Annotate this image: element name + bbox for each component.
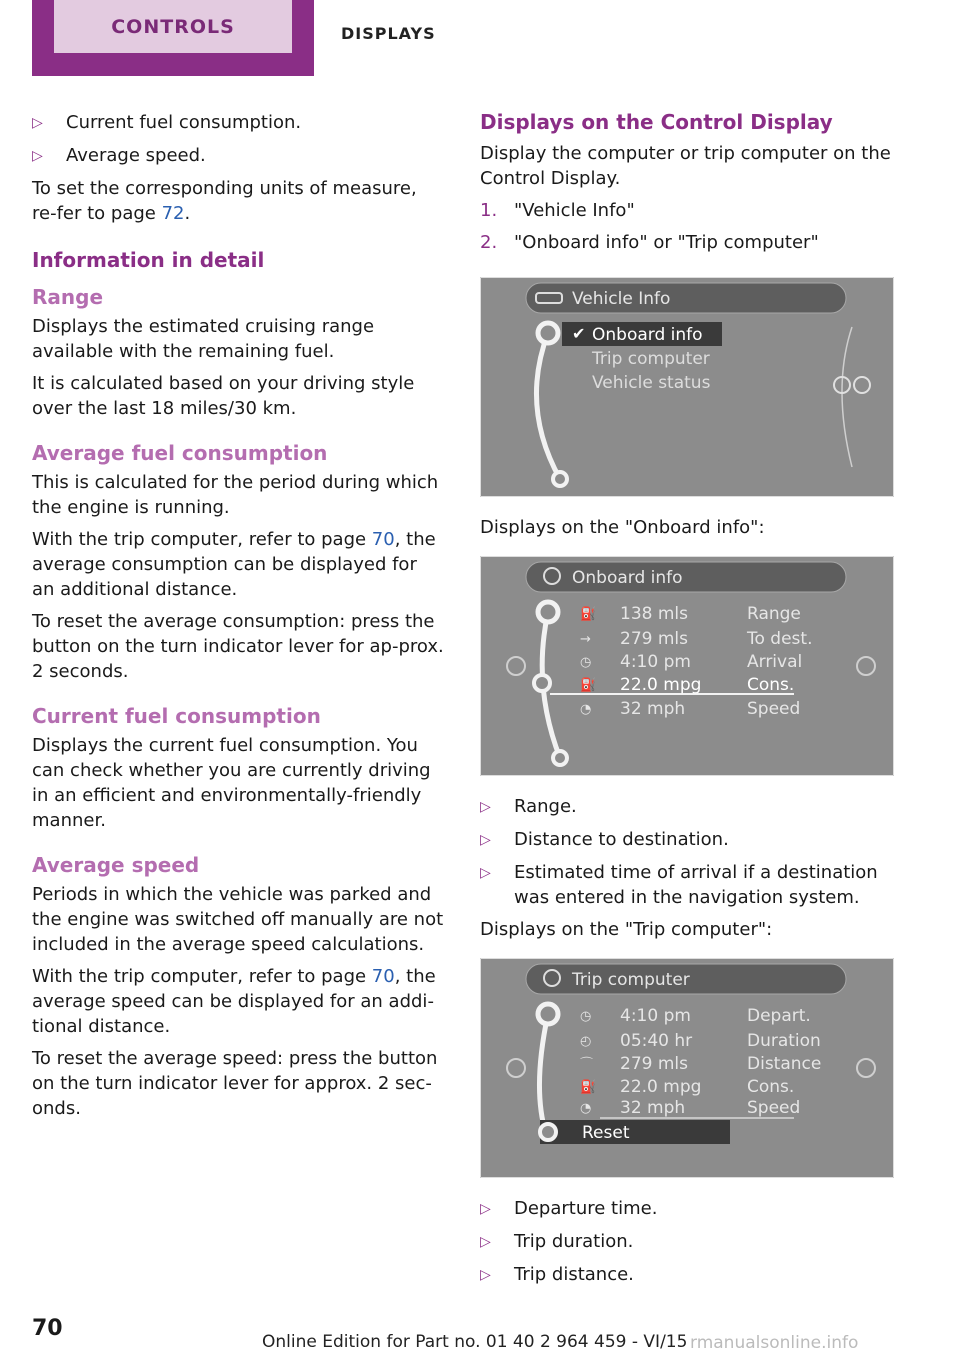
numbered-step: 1. "Vehicle Info" [480,200,635,221]
range-icon: ⛽ [580,607,597,622]
page-link-72[interactable]: 72 [161,203,185,224]
bullet-item: ▷ Trip distance. [480,1262,896,1288]
control-paragraph: Display the computer or trip computer on the Control Display. [480,143,891,189]
trip-label[interactable]: Duration [747,1031,821,1051]
trip-value: 05:40 hr [620,1031,693,1051]
onboard-label[interactable]: To dest. [747,629,813,649]
trip-label[interactable]: Distance [747,1054,822,1074]
onboard-label[interactable]: Range [747,604,801,624]
avg-speed-paragraph-3: To reset the average speed: press the button on the turn indicator lever for approx. 2 sec‐onds. [32,1048,438,1119]
onboard-value: 32 mph [620,699,686,719]
left-column [32,110,444,1128]
fuel-icon: ⛽ [580,678,597,693]
watermark-text: rmanualsonline.info [690,1333,859,1353]
menu-item-onboard-info[interactable]: Onboard info [592,325,703,345]
heading-average-speed: Average speed [32,853,200,877]
range-paragraph-2: It is calculated based on your driving style over the last 18 miles/30 km. [32,373,415,419]
avg-speed-paragraph-2: With the trip computer, refer to page 70, the average speed can be displayed for an addi‐tional distance. [32,966,436,1037]
duration-icon: ◴ [580,1034,592,1049]
triangle-bullet-icon: ▷ [32,115,43,131]
header-tab-displays: DISPLAYS [341,24,436,43]
edition-footer: Online Edition for Part no. 01 40 2 964 459 - VI/15 [262,1332,688,1352]
reset-menu-item[interactable]: Reset [582,1123,630,1143]
onboard-label[interactable]: Arrival [747,652,803,672]
triangle-bullet-icon: ▷ [480,799,491,815]
trip-intro: Displays on the "Trip computer": [480,919,773,940]
bullet-item: ▷ Current fuel consumption. [32,110,444,136]
onboard-info-screen [480,556,894,776]
heading-average-fuel-consumption: Average fuel consumption [32,441,328,465]
numbered-step: 2. "Onboard info" or "Trip computer" [480,232,819,253]
cur-fuel-paragraph: Displays the current fuel consumption. You can check whether you are currently driving in an efficient and environmentally-friendly manner. [32,735,431,831]
onboard-label[interactable]: Speed [747,699,801,719]
heading-information-in-detail: Information in detail [32,248,265,272]
onboard-value: 138 mls [620,604,688,624]
triangle-bullet-icon: ▷ [480,832,491,848]
heading-displays-on-control-display: Displays on the Control Display [480,110,833,134]
trip-value: 4:10 pm [620,1006,691,1026]
trip-value: 32 mph [620,1098,686,1118]
header-tab-controls [32,0,314,76]
onboard-value: 279 mls [620,629,688,649]
speed-icon: ◔ [580,1101,592,1116]
onboard-value: 4:10 pm [620,652,691,672]
triangle-bullet-icon: ▷ [480,865,491,881]
bullet-item: ▷ Range. [480,794,896,820]
page-link-70[interactable]: 70 [371,966,395,987]
speed-icon: ◔ [580,702,592,717]
screen2-title: Onboard info [572,568,683,588]
trip-value: 279 mls [620,1054,688,1074]
destination-icon: → [580,632,591,647]
check-icon: ✔ [572,324,586,343]
trip-value: 22.0 mpg [620,1077,702,1097]
avg-speed-paragraph-1: Periods in which the vehicle was parked and the engine was switched off manually are not included in the average speed calculations. [32,884,444,955]
menu-item-vehicle-status[interactable]: Vehicle status [592,373,711,393]
screen1-title: Vehicle Info [572,289,671,309]
trip-computer-screen [480,958,894,1178]
units-paragraph: To set the corresponding units of measure, re‐fer to page 72. [32,178,417,224]
bullet-item: ▷ Estimated time of arrival if a destination was entered in the navigation system. [480,862,878,908]
clock-icon: ◷ [580,1009,592,1024]
clock-icon: ◷ [580,655,592,670]
distance-icon: ⌒ [580,1057,594,1072]
bullet-item: ▷ Departure time. [480,1196,896,1222]
screen3-title: Trip computer [572,970,690,990]
fuel-icon: ⛽ [580,1080,597,1095]
bullet-item: ▷ Distance to destination. [480,827,896,853]
trip-label[interactable]: Speed [747,1098,801,1118]
page-link-70[interactable]: 70 [371,529,395,550]
triangle-bullet-icon: ▷ [480,1234,491,1250]
bullet-item: ▷ Average speed. [32,143,444,169]
onboard-intro: Displays on the "Onboard info": [480,517,765,538]
avg-fuel-paragraph-1: This is calculated for the period during which the engine is running. [32,472,439,518]
heading-range: Range [32,285,104,309]
trip-label[interactable]: Cons. [747,1077,795,1097]
avg-fuel-paragraph-3: To reset the average consumption: press the button on the turn indicator lever for ap‐prox. 2 seconds. [32,611,444,682]
bullet-item: ▷ Trip duration. [480,1229,896,1255]
onboard-label-selected[interactable]: Cons. [747,675,795,695]
triangle-bullet-icon: ▷ [480,1267,491,1283]
menu-item-trip-computer[interactable]: Trip computer [592,349,710,369]
onboard-value-selected: 22.0 mpg [620,675,702,695]
right-column [480,110,896,1295]
triangle-bullet-icon: ▷ [480,1201,491,1217]
range-paragraph-1: Displays the estimated cruising range available with the remaining fuel. [32,316,375,362]
heading-current-fuel-consumption: Current fuel consumption [32,704,321,728]
trip-label[interactable]: Depart. [747,1006,811,1026]
page-number: 70 [32,1316,63,1341]
header-tab-controls-label: CONTROLS [54,0,292,53]
triangle-bullet-icon: ▷ [32,148,43,164]
vehicle-info-screen [480,277,894,497]
avg-fuel-paragraph-2: With the trip computer, refer to page 70, the average consumption can be displayed for an additional distance. [32,529,436,600]
